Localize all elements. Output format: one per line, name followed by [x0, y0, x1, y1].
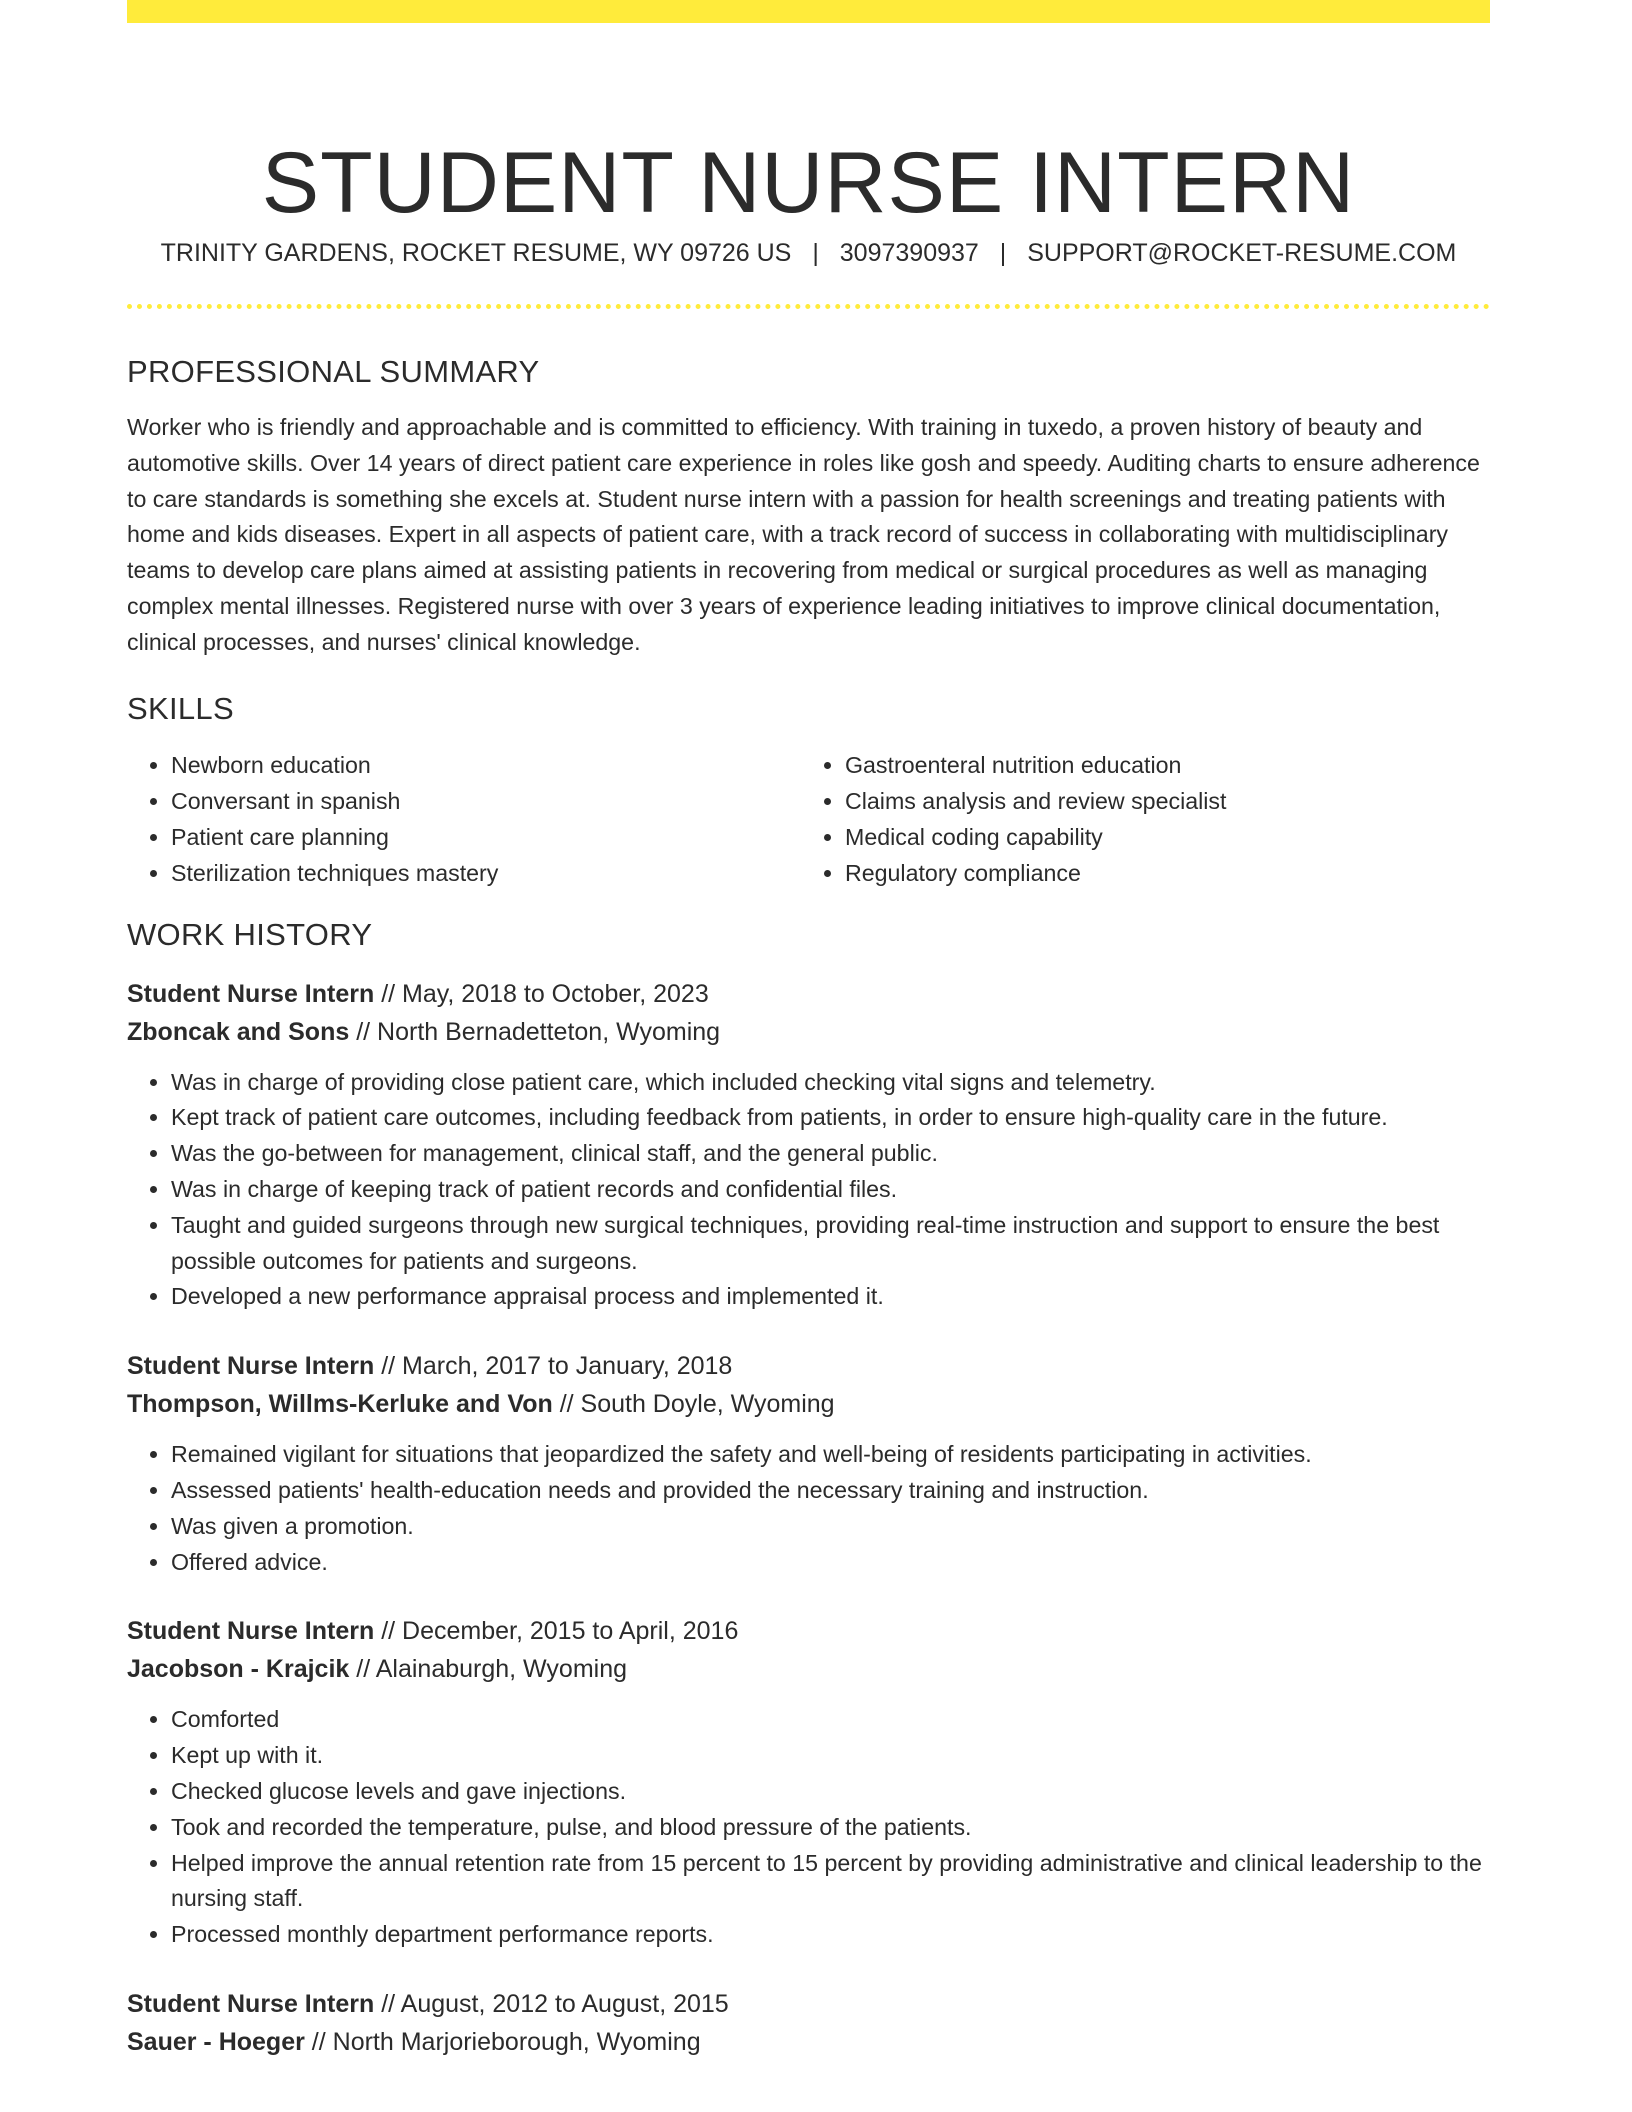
- job-header: [127, 1347, 1490, 1423]
- job-location: // North Bernadetteton, Wyoming: [356, 1017, 721, 1046]
- dotted-divider: [127, 304, 1490, 309]
- skills-heading: SKILLS: [127, 690, 234, 726]
- skill-item: • Conversant in spanish: [171, 783, 801, 819]
- top-accent-bar: [127, 0, 1490, 23]
- job-dates: // December, 2015 to April, 2016: [381, 1617, 739, 1646]
- job-header: [127, 1612, 1490, 1688]
- contact-phone: 3097390937: [839, 239, 979, 267]
- job-entry: [127, 975, 1490, 1316]
- skills-left-column: [127, 747, 801, 891]
- skill-item: • Newborn education: [171, 747, 801, 783]
- job-dates: // August, 2012 to August, 2015: [381, 1989, 729, 2018]
- skill-item: • Medical coding capability: [845, 819, 1475, 855]
- job-role: Student Nurse Intern: [127, 979, 375, 1008]
- skill-item: • Patient care planning: [171, 819, 801, 855]
- job-bullet: • Was the go-between for management, clinical staff, and the general public.: [171, 1136, 1490, 1172]
- job-company: Zboncak and Sons: [127, 1017, 350, 1046]
- job-bullet: • Assessed patients' health-education needs and provided the necessary training and instruction.: [171, 1473, 1490, 1509]
- job-bullets: [127, 1702, 1490, 1953]
- job-bullet: • Was given a promotion.: [171, 1509, 1490, 1545]
- job-company: Jacobson - Krajcik: [127, 1655, 350, 1684]
- summary-text: Worker who is friendly and approachable and is committed to efficiency. With training in tuxedo, a proven history of beauty and automotive skills. Over 14 years of direct patient care experience in roles like gosh and speedy. Auditing charts to ensure adherence to care standards is something she excels at. Student nurse intern with a passion for health screenings and treating patients with home and kids diseases. Expert in all aspects of patient care, with a track record of success in collaborating with multidisciplinary teams to develop care plans aimed at assisting patients in recovering from medical or surgical procedures as well as managing complex mental illnesses. Registered nurse with over 3 years of experience leading initiatives to improve clinical documentation, clinical processes, and nurses' clinical knowledge.: [127, 414, 1480, 655]
- job-location: // North Marjorieborough, Wyoming: [311, 2027, 701, 2056]
- job-role: Student Nurse Intern: [127, 1352, 375, 1381]
- contact-separator: |: [999, 239, 1007, 267]
- job-role: Student Nurse Intern: [127, 1989, 375, 2018]
- job-bullet: • Comforted: [171, 1702, 1490, 1738]
- job-bullet: • Taught and guided surgeons through new surgical techniques, providing real-time instruction and support to ensure the best possible outcomes for patients and surgeons.: [171, 1208, 1490, 1280]
- job-bullet: • Checked glucose levels and gave injections.: [171, 1774, 1490, 1810]
- skills-right-column: [801, 747, 1475, 891]
- job-entry: [127, 1612, 1490, 1953]
- job-bullet: • Kept track of patient care outcomes, including feedback from patients, in order to ensure high-quality care in the future.: [171, 1100, 1490, 1136]
- contact-email: SUPPORT@ROCKET-RESUME.COM: [1027, 239, 1457, 267]
- skill-item: • Claims analysis and review specialist: [845, 783, 1475, 819]
- job-header: [127, 1985, 1490, 2061]
- job-entry: [127, 1985, 1490, 2061]
- job-company: Thompson, Willms-Kerluke and Von: [127, 1390, 553, 1419]
- job-bullet: • Processed monthly department performance reports.: [171, 1917, 1490, 1953]
- job-header: [127, 975, 1490, 1051]
- skill-item: • Gastroenteral nutrition education: [845, 747, 1475, 783]
- contact-separator: |: [812, 239, 819, 267]
- contact-line: [127, 238, 1490, 268]
- job-bullet: • Remained vigilant for situations that jeopardized the safety and well-being of residents participating in activities.: [171, 1437, 1490, 1473]
- skills-columns: [127, 747, 1490, 891]
- work-history-heading: WORK HISTORY: [127, 916, 373, 952]
- job-bullets: [127, 1065, 1490, 1316]
- job-bullets: [127, 1437, 1490, 1580]
- skill-item: • Sterilization techniques mastery: [171, 855, 801, 891]
- job-role: Student Nurse Intern: [127, 1617, 375, 1646]
- summary-heading: PROFESSIONAL SUMMARY: [127, 354, 540, 389]
- job-location: // South Doyle, Wyoming: [559, 1390, 835, 1419]
- resume-content: [127, 352, 1490, 2061]
- job-bullet: • Helped improve the annual retention rate from 15 percent to 15 percent by providing administrative and clinical leadership to the nursing staff.: [171, 1846, 1490, 1918]
- job-bullet: • Kept up with it.: [171, 1738, 1490, 1774]
- skill-item: • Regulatory compliance: [845, 855, 1475, 891]
- job-bullet: • Was in charge of providing close patient care, which included checking vital signs and telemetry.: [171, 1065, 1490, 1101]
- job-bullet: • Took and recorded the temperature, pulse, and blood pressure of the patients.: [171, 1810, 1490, 1846]
- job-dates: // May, 2018 to October, 2023: [381, 979, 709, 1008]
- job-dates: // March, 2017 to January, 2018: [381, 1352, 733, 1381]
- contact-address: TRINITY GARDENS, ROCKET RESUME, WY 09726 US: [160, 239, 792, 267]
- job-company: Sauer - Hoeger: [127, 2027, 305, 2056]
- job-location: // Alainaburgh, Wyoming: [356, 1655, 628, 1684]
- resume-name-title: STUDENT NURSE INTERN: [261, 134, 1356, 231]
- job-bullet: • Offered advice.: [171, 1545, 1490, 1581]
- job-bullet: • Was in charge of keeping track of patient records and confidential files.: [171, 1172, 1490, 1208]
- job-entry: [127, 1347, 1490, 1580]
- job-bullet: • Developed a new performance appraisal process and implemented it.: [171, 1279, 1490, 1315]
